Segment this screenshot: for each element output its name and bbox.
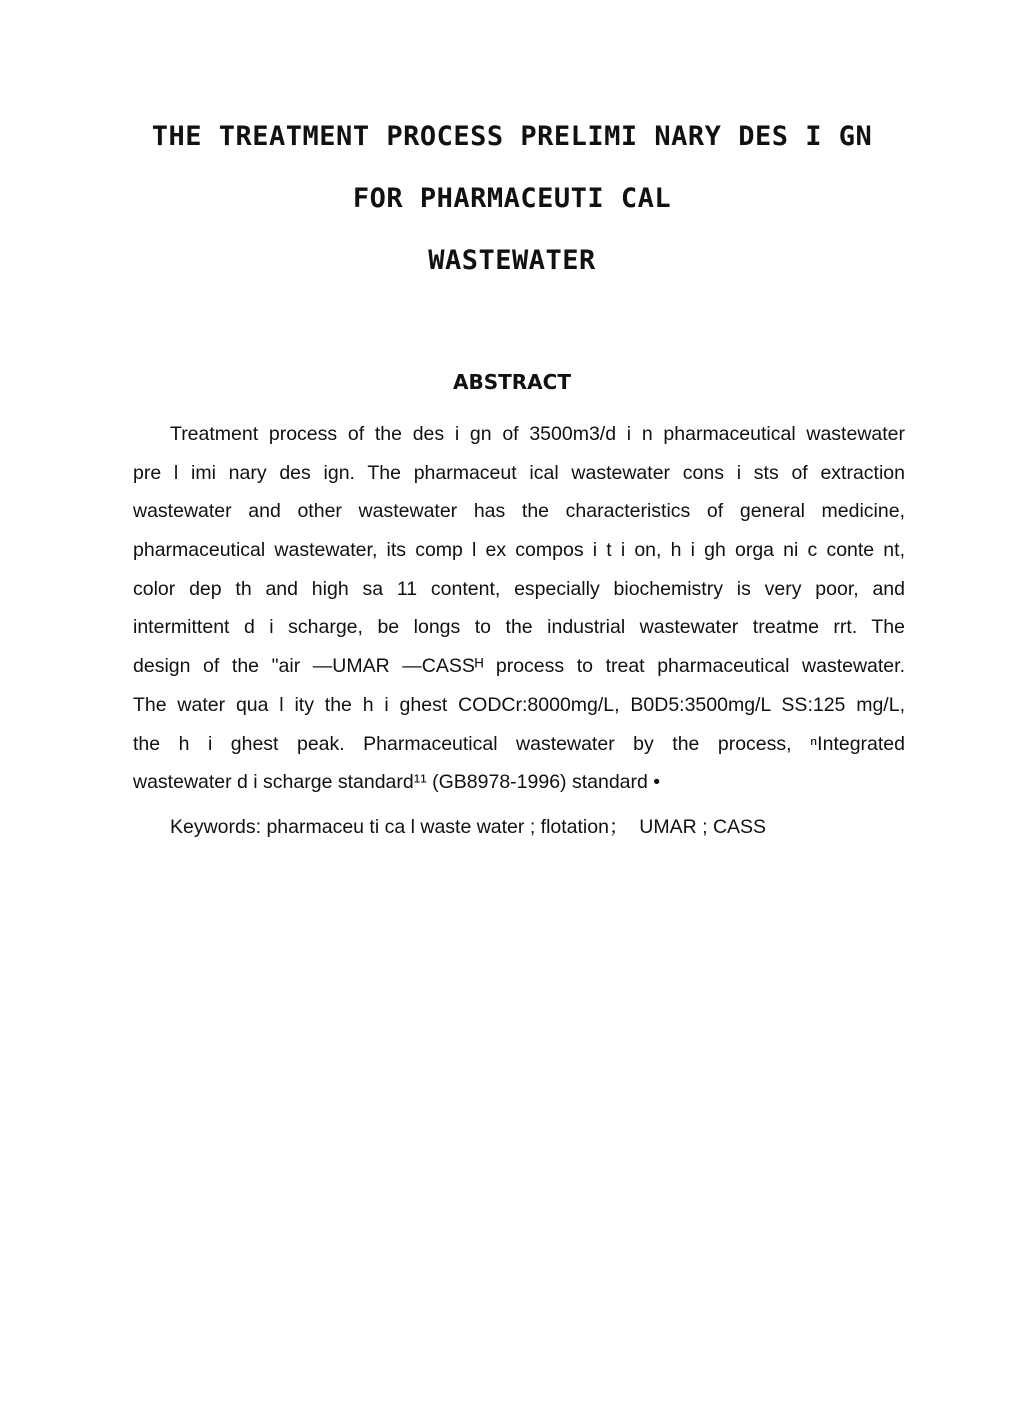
title-line: WASTEWATER xyxy=(428,245,596,276)
title-line: FOR PHARMACEUTI CAL xyxy=(352,183,672,214)
abstract-line: design of the "air —UMAR —CASSᴴ process to treat pharmaceutical wastewater. xyxy=(133,655,905,678)
keywords-line: Keywords: pharmaceu ti ca l waste water ; flotation； UMAR ; CASS xyxy=(170,816,767,838)
abstract-line: the h i ghest peak. Pharmaceutical wastewater by the process, ⁿIntegrated xyxy=(133,732,905,755)
title-line: THE TREATMENT PROCESS PRELIMI NARY DES I GN xyxy=(151,121,873,152)
abstract-line: wastewater and other wastewater has the characteristics of general medicine, xyxy=(133,500,905,523)
document-title xyxy=(0,112,1024,298)
abstract-line: pre l imi nary des ign. The pharmaceut ical wastewater cons i sts of extraction xyxy=(133,461,905,484)
abstract-line: pharmaceutical wastewater, its comp l ex compos i t i on, h i gh orga ni c conte nt, xyxy=(133,539,905,562)
abstract-line: color dep th and high sa 11 content, especially biochemistry is very poor, and xyxy=(133,577,905,600)
abstract-line: intermittent d i scharge, be longs to the industrial wastewater treatme rrt. The xyxy=(133,616,905,639)
abstract-line: The water qua l ity the h i ghest CODCr:8000mg/L, B0D5:3500mg/L SS:125 mg/L, xyxy=(133,693,905,716)
abstract-line: wastewater d i scharge standard¹¹ (GB8978-1996) standard • xyxy=(133,771,661,794)
abstract-heading: ABSTRACT xyxy=(453,370,571,394)
abstract-line: Treatment process of the des i gn of 3500m3/d i n pharmaceutical wastewater xyxy=(170,423,905,445)
abstract-paragraph xyxy=(133,415,905,802)
